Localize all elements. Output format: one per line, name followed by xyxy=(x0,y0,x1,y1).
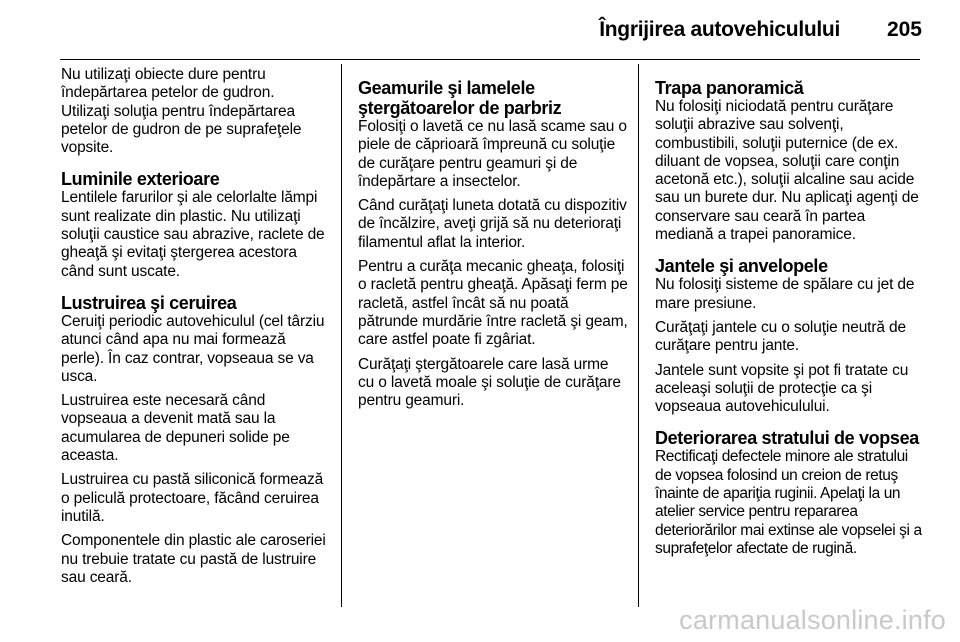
column-divider-left xyxy=(341,64,342,607)
paragraph: Rectificaţi defectele minore ale stratului de vopsea folosind un creion de retuş înainte de apariţia ruginii. Apelaţi la un atelier service pentru repararea deteriorărilor mai extinse ale vopselei şi a suprafeţelor afectate de rugină. xyxy=(655,448,922,557)
watermark: carmanualsonline.info xyxy=(679,605,946,635)
paragraph: Lustruirea cu pastă siliconică formează o peliculă protectoare, făcând ceruirea inutilă. xyxy=(61,471,324,525)
paragraph: Lentilele farurilor şi ale celorlalte lămpi sunt realizate din plastic. Nu utilizaţi soluţii caustice sau abrazive, raclete de gheaţă şi evitaţi ştergerea acestora când sunt uscate. xyxy=(61,189,325,280)
paragraph: Jantele sunt vopsite şi pot fi tratate cu aceleaşi soluţii de protecţie ca şi vopseaua autovehiculului. xyxy=(655,361,909,416)
heading-exterior-lights: Luminile exterioare xyxy=(61,169,220,190)
paragraph: Folosiţi o lavetă ce nu lasă scame sau o piele de căprioară împreună cu soluţie de curăţare pentru geamuri şi de îndepărtare a insectelor. xyxy=(358,118,627,190)
heading-polishing-waxing: Lustruirea şi ceruirea xyxy=(61,292,237,313)
paragraph: Lustruirea este necesară când vopseaua a devenit mată sau la acumularea de depuneri solide pe aceasta. xyxy=(61,392,290,465)
column-divider-right xyxy=(638,64,639,607)
page-number: 205 xyxy=(886,18,922,41)
paragraph: Curăţaţi ştergătoarele care lasă urme cu o lavetă moale şi soluţie de curăţare pentru geamuri. xyxy=(358,355,621,410)
paragraph: Când curăţaţi luneta dotată cu dispozitiv de încălzire, aveţi grijă să nu deterioraţi filamentul aflat la interior. xyxy=(358,197,627,251)
paragraph: Pentru a curăţa mecanic gheaţa, folosiţi o racletă pentru gheaţă. Apăsaţi ferm pe racletă, astfel încât să nu poată pătrunde murdărie între racletă şi geam, care astfel poate fi zgâriat. xyxy=(358,258,628,349)
column-middle xyxy=(358,66,628,608)
paragraph: Ceruiţi periodic autovehiculul (cel târziu atunci când apa nu mai formează perle). În caz contrar, vopseaua se va usca. xyxy=(61,312,325,385)
header-divider xyxy=(60,59,920,60)
page-header xyxy=(0,0,960,60)
heading-windows-wipers: Geamurile şi lamelele ştergătoarelor de parbriz xyxy=(358,78,562,118)
paragraph: Componentele din plastic ale caroseriei nu trebuie tratate cu pastă de lustruire sau ceară. xyxy=(61,532,326,586)
heading-panoramic-roof: Trapa panoramică xyxy=(655,78,804,98)
page-title: Îngrijirea autovehiculului xyxy=(599,18,840,41)
heading-wheels-tyres: Jantele şi anvelopele xyxy=(655,256,828,277)
paragraph: Nu folosiţi niciodată pentru curăţare soluţii abrazive sau solvenţi, combustibili, soluţii puternice (de ex. diluant de vopsea, soluţii care conţin acetonă etc.), soluţii alcaline sau acide sau un burete dur. Nu aplicaţi agenţi de conservare sau ceară în partea mediană a trapei panoramice. xyxy=(655,98,919,244)
intro-paragraph: Nu utilizaţi obiecte dure pentru îndepărtarea petelor de gudron. Utilizaţi soluţia pentru îndepărtarea petelor de gudron de pe suprafeţele vopsite. xyxy=(61,66,302,157)
column-left xyxy=(61,66,327,608)
column-right xyxy=(655,66,925,608)
paragraph: Nu folosiţi sisteme de spălare cu jet de mare presiune. xyxy=(655,276,915,312)
paragraph: Curăţaţi jantele cu o soluţie neutră de curăţare pentru jante. xyxy=(655,318,906,355)
heading-paint-damage: Deteriorarea stratului de vopsea xyxy=(655,428,919,449)
